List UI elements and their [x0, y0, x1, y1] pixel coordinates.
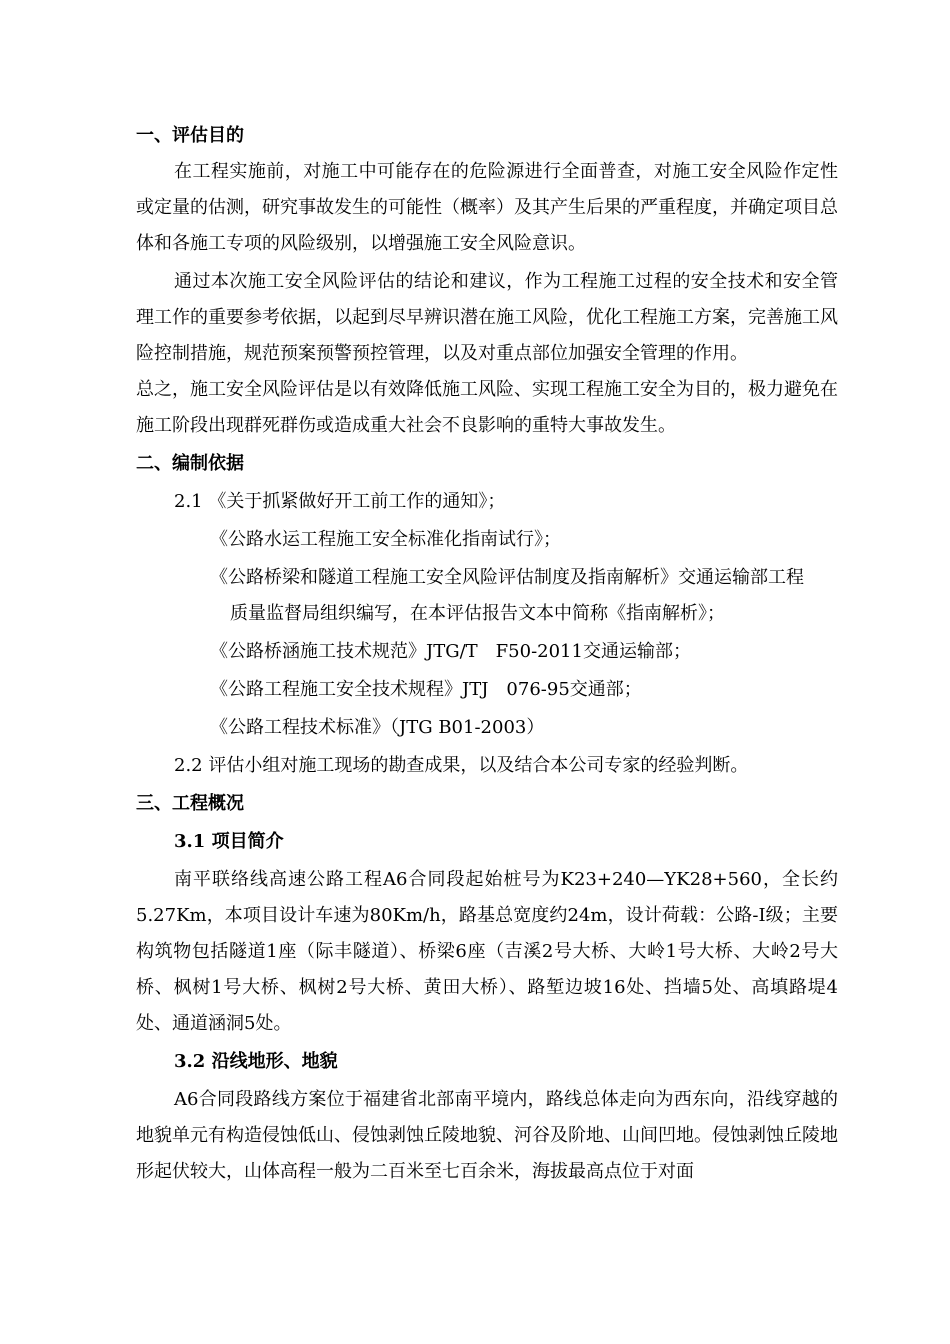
list-item: 2.2 评估小组对施工现场的勘查成果，以及结合本公司专家的经验判断。	[174, 755, 749, 776]
paragraph: 南平联络线高速公路工程A6合同段起始桩号为K23+240—YK28+560，全长约5.27Km，本项目设计车速为80Km/h，路基总宽度约24m，设计荷载：公路-I级；主要构筑物包括隧道1座（际丰隧道）、桥梁6座（吉溪2号大桥、大岭1号大桥、大岭2号大桥、枫树1号大桥、枫树2号大桥、黄田大桥）、路堑边坡16处、挡墙5处、高填路堤4处、通道涵洞5处。	[136, 869, 838, 1034]
list-item	[136, 560, 838, 632]
paragraph: A6合同段路线方案位于福建省北部南平境内，路线总体走向为西东向，沿线穿越的地貌单元有构造侵蚀低山、侵蚀剥蚀丘陵地貌、河谷及阶地、山间凹地。侵蚀剥蚀丘陵地形起伏较大，山体高程一般为二百米至七百余米，海拔最高点位于对面	[136, 1089, 838, 1182]
list-item: 2.1 《关于抓紧做好开工前工作的通知》；	[174, 491, 506, 512]
paragraph: 通过本次施工安全风险评估的结论和建议，作为工程施工过程的安全技术和安全管理工作的重要参考依据，以起到尽早辨识潜在施工风险，优化工程施工方案，完善施工风险控制措施，规范预案预警预控管理，以及对重点部位加强安全管理的作用。	[136, 271, 838, 364]
list-item: 《公路桥涵施工技术规范》JTG/T F50-2011交通运输部；	[210, 641, 691, 662]
list-item-continuation: 质量监督局组织编写，在本评估报告文本中简称《指南解析》；	[230, 603, 725, 624]
section-heading-basis: 二、编制依据	[136, 453, 244, 474]
list-item: 《公路工程施工安全技术规程》JTJ 076-95交通部；	[210, 679, 642, 700]
list-item: 《公路工程技术标准》（JTG B01-2003）	[210, 717, 545, 738]
list-item-line: 《公路桥梁和隧道工程施工安全风险评估制度及指南解析》交通运输部工程	[210, 567, 804, 588]
subsection-heading-project-intro: 3.1 项目简介	[174, 831, 284, 852]
document-page	[136, 118, 838, 1190]
paragraph: 在工程实施前，对施工中可能存在的危险源进行全面普查，对施工安全风险作定性或定量的估测，研究事故发生的可能性（概率）及其产生后果的严重程度，并确定项目总体和各施工专项的风险级别，以增强施工安全风险意识。	[136, 161, 838, 254]
section-heading-overview: 三、工程概况	[136, 793, 244, 814]
section-heading-purpose: 一、评估目的	[136, 125, 244, 146]
subsection-heading-terrain: 3.2 沿线地形、地貌	[174, 1051, 338, 1072]
list-item: 《公路水运工程施工安全标准化指南试行》；	[210, 529, 561, 550]
paragraph: 总之，施工安全风险评估是以有效降低施工风险、实现工程施工安全为目的，极力避免在施工阶段出现群死群伤或造成重大社会不良影响的重特大事故发生。	[136, 379, 838, 436]
